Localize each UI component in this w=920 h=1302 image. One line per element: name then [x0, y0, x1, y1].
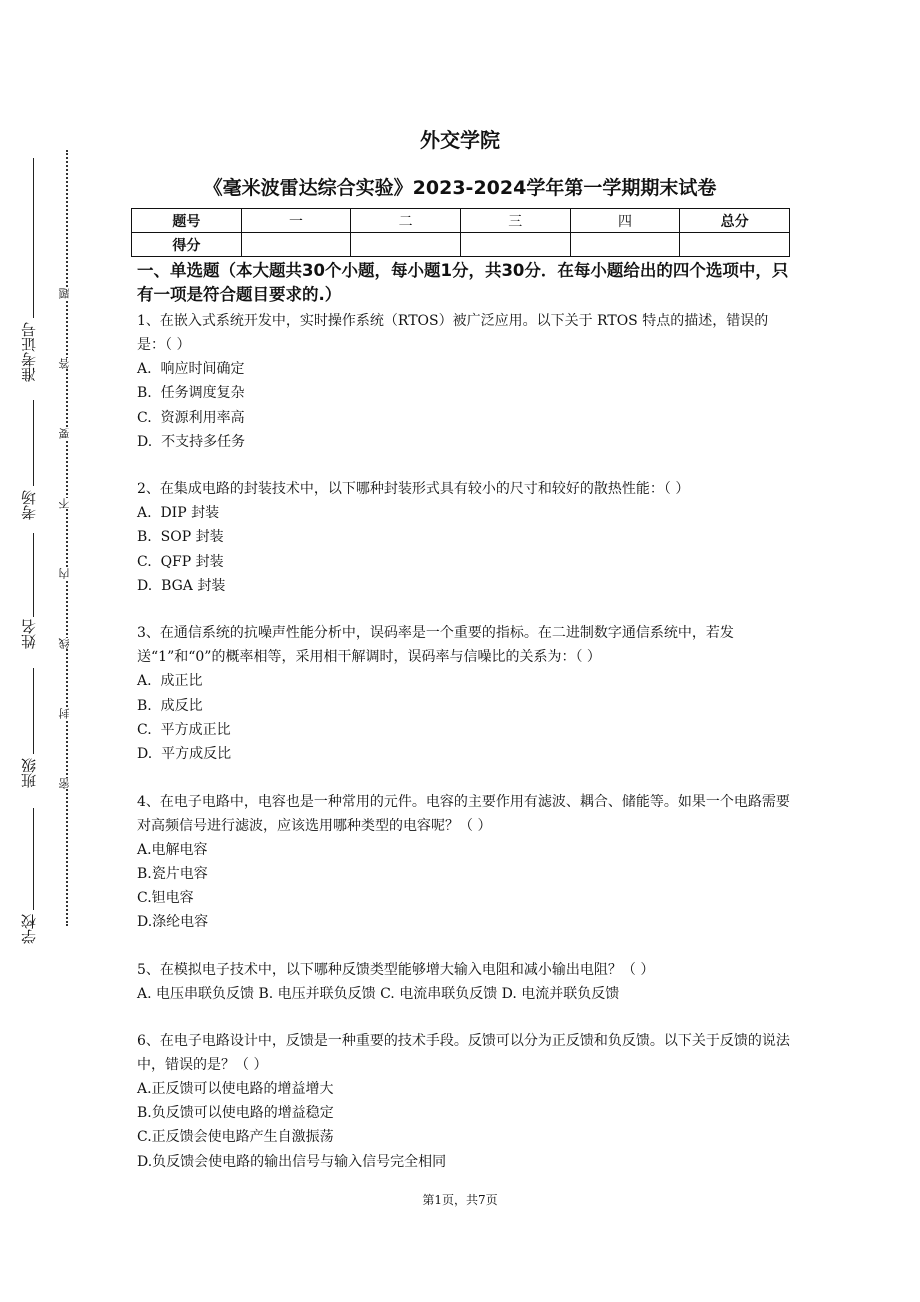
option-c: C.钽电容: [137, 890, 194, 907]
option-d: D. BGA 封装: [137, 578, 226, 595]
option-a: A. 成正比: [137, 673, 203, 690]
question-stem: 6、在电子电路设计中，反馈是一种重要的技术手段。反馈可以分为正反馈和负反馈。以下关于反馈的说法中，错误的是？（ ）: [137, 1032, 790, 1073]
option-a: A. DIP 封装: [137, 505, 220, 522]
score-cell: [460, 233, 570, 257]
question-6: [137, 1029, 792, 1174]
option-b: B. SOP 封装: [137, 529, 224, 546]
field-school-label: 学校: [20, 914, 38, 944]
option-b: B. 任务调度复杂: [137, 385, 245, 402]
exam-title: 《毫米波雷达综合实验》2023-2024学年第一学期期末试卷: [203, 177, 717, 199]
seal-char: 答: [58, 358, 74, 369]
option-c: C. 平方成正比: [137, 721, 231, 738]
option-d: D. 不支持多任务: [137, 433, 246, 450]
option-c: C. 资源利用率高: [137, 409, 245, 426]
option-a: A.电解电容: [137, 841, 208, 858]
question-1: [137, 309, 792, 454]
option-d: D. 平方成反比: [137, 746, 232, 763]
exam-content: [137, 259, 792, 1197]
page-footer: 第1页，共7页: [422, 1193, 498, 1207]
seal-char: 不: [58, 498, 74, 509]
option-c: C.正反馈会使电路产生自激振荡: [137, 1129, 334, 1146]
field-exam-room-label: 考场: [20, 490, 38, 520]
score-cell: [241, 233, 351, 257]
school-name: 外交学院: [420, 128, 500, 152]
seal-char: 题: [58, 288, 74, 299]
option-b: B.瓷片电容: [137, 865, 208, 882]
score-table: [131, 208, 790, 257]
field-name-line: [33, 533, 34, 617]
question-2: [137, 477, 792, 598]
field-school-line: [33, 808, 34, 910]
option-a: A. 响应时间确定: [137, 361, 245, 377]
question-stem: 1、在嵌入式系统开发中，实时操作系统（RTOS）被广泛应用。以下关于 RTOS 特点的描述，错误的是：（ ）: [137, 313, 769, 353]
score-cell: [570, 233, 680, 257]
option-c: C. QFP 封装: [137, 553, 224, 570]
score-table-col-3: 三: [460, 209, 570, 233]
score-table-row-label: 得分: [132, 233, 242, 257]
seal-char: 要: [58, 428, 74, 439]
field-class-line: [33, 668, 34, 754]
option-b: B.负反馈可以使电路的增益稳定: [137, 1105, 334, 1122]
seal-char: 封: [58, 708, 74, 719]
field-class-label: 班级: [20, 758, 38, 788]
field-exam-room-line: [33, 400, 34, 486]
question-3: [137, 621, 792, 766]
score-table-col-1: 一: [241, 209, 351, 233]
score-table-col-total: 总分: [680, 209, 790, 233]
seal-char: 线: [58, 638, 74, 649]
seal-dotted-line: [66, 150, 68, 926]
score-cell: [351, 233, 461, 257]
seal-char: 密: [58, 778, 74, 789]
option-a: A.正反馈可以使电路的增益增大: [137, 1080, 334, 1097]
question-stem: 3、在通信系统的抗噪声性能分析中，误码率是一个重要的指标。在二进制数字通信系统中，若发送“1”和“0”的概率相等，采用相干解调时，误码率与信噪比的关系为：（ ）: [137, 625, 734, 666]
score-table-row-label: 题号: [132, 209, 242, 233]
question-stem: 2、在集成电路的封装技术中，以下哪种封装形式具有较小的尺寸和较好的散热性能：（ ）: [137, 481, 690, 498]
option-b: B. 成反比: [137, 697, 203, 714]
field-exam-number-label: 准考证号: [20, 322, 38, 382]
field-name-label: 姓名: [20, 619, 38, 649]
score-table-col-4: 四: [570, 209, 680, 233]
score-table-header-row: [132, 209, 790, 233]
option-d: D.负反馈会使电路的输出信号与输入信号完全相同: [137, 1153, 447, 1170]
score-table-score-row: [132, 233, 790, 257]
section-heading: 一、单选题（本大题共30个小题，每小题1分，共30分．在每小题给出的四个选项中，只有一项是符合题目要求的.）: [137, 261, 789, 304]
question-4: [137, 790, 792, 935]
option-d: D.涤纶电容: [137, 914, 209, 931]
question-5: [137, 958, 792, 1006]
options-inline: A. 电压串联负反馈 B. 电压并联负反馈 C. 电流串联负反馈 D. 电流并联负反馈: [137, 985, 620, 1002]
question-stem: 4、在电子电路中，电容也是一种常用的元件。电容的主要作用有滤波、耦合、储能等。如果一个电路需要对高频信号进行滤波，应该选用哪种类型的电容呢？（ ）: [137, 793, 790, 834]
question-stem: 5、在模拟电子技术中，以下哪种反馈类型能够增大输入电阻和减小输出电阻？（ ）: [137, 961, 655, 978]
score-cell: [680, 233, 790, 257]
score-table-col-2: 二: [351, 209, 461, 233]
seal-char: 内: [58, 568, 74, 579]
